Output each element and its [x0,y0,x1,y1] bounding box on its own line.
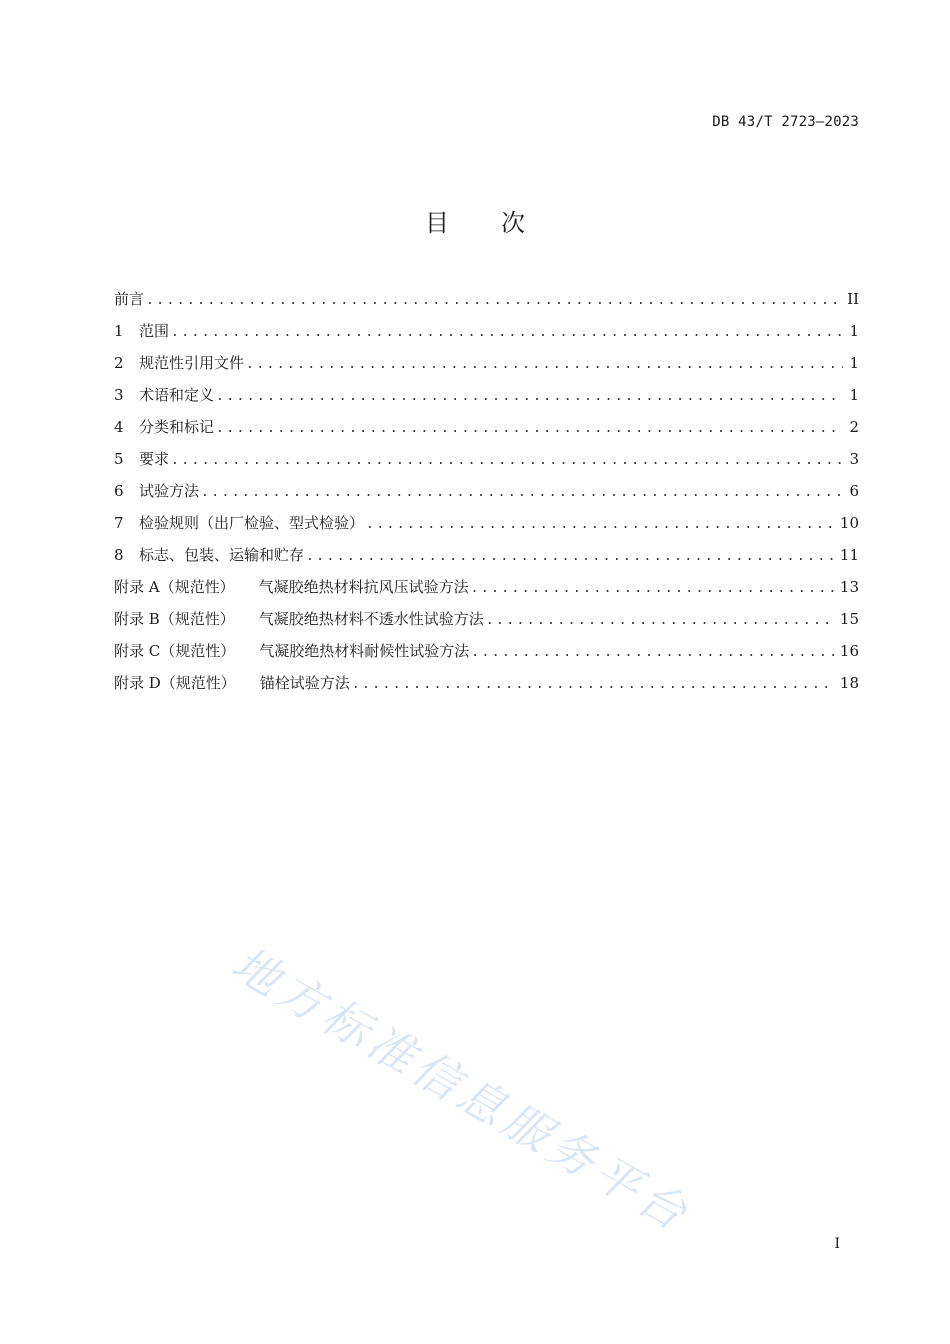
toc-entry-label: 分类和标记 [139,418,215,436]
toc-entry-foreword[interactable] [114,286,859,318]
toc-leader-dots [471,576,834,602]
toc-entry-page: 18 [839,674,859,692]
toc-entry-1[interactable] [114,318,859,350]
toc-leader-dots [171,320,843,346]
toc-leader-dots [171,448,843,474]
toc-leader-dots [246,352,843,378]
toc-appendix-prefix: 附录 D（规范性） [114,674,236,692]
toc-entry-page: 6 [849,482,859,500]
watermark: 地方标准信息服务平台 [223,936,701,1243]
standard-code: DB 43/T 2723—2023 [712,114,859,130]
toc-entry-label: 规范性引用文件 [139,354,245,372]
toc-entry-label: 锚栓试验方法 [259,674,350,692]
toc-entry-appendix-d[interactable] [114,670,859,702]
toc-entry-number: 7 [114,514,124,532]
toc-entry-label: 范围 [139,322,170,340]
toc-entry-page: 2 [849,418,859,436]
toc-entry-page: II [847,290,859,308]
title-char-2: 次 [501,209,525,237]
toc-entry-appendix-c[interactable] [114,638,859,670]
toc-entry-appendix-a[interactable] [114,574,859,606]
toc-leader-dots [471,640,834,666]
toc-entry-number: 3 [114,386,124,404]
toc-entry-page: 1 [849,322,859,340]
toc-appendix-prefix: 附录 A（规范性） [114,578,235,596]
toc-entry-appendix-b[interactable] [114,606,859,638]
toc-entry-2[interactable] [114,350,859,382]
toc-leader-dots [146,288,841,314]
title-char-1: 目 [425,209,449,237]
toc-entry-page: 1 [849,354,859,372]
toc-leader-dots [216,384,843,410]
toc-entry-label: 术语和定义 [139,386,215,404]
toc-entry-number: 2 [114,354,124,372]
toc-entry-number: 1 [114,322,124,340]
toc-leader-dots [216,416,843,442]
toc-entry-page: 13 [839,578,859,596]
toc-entry-number: 6 [114,482,124,500]
toc-entry-number: 8 [114,546,124,564]
toc-entry-label: 气凝胶绝热材料耐候性试验方法 [259,642,470,660]
toc-entry-5[interactable] [114,446,859,478]
toc-leader-dots [352,672,834,698]
toc-appendix-prefix: 附录 B（规范性） [114,610,235,628]
toc-entry-7[interactable] [114,510,859,542]
toc-entry-8[interactable] [114,542,859,574]
toc-entry-page: 3 [849,450,859,468]
toc-entry-label: 试验方法 [139,482,200,500]
toc-leader-dots [366,512,834,538]
toc-leader-dots [486,608,834,634]
toc-entry-number: 4 [114,418,124,436]
toc-entry-label: 气凝胶绝热材料抗风压试验方法 [258,578,469,596]
toc-entry-label: 前言 [114,290,145,308]
toc-entry-label: 气凝胶绝热材料不透水性试验方法 [258,610,484,628]
toc-leader-dots [201,480,843,506]
toc-entry-page: 15 [839,610,859,628]
toc-entry-page: 16 [839,642,859,660]
toc-leader-dots [306,544,834,570]
toc-entry-page: 10 [839,514,859,532]
page-number: I [834,1236,840,1252]
toc-entry-3[interactable] [114,382,859,414]
toc-entry-page: 11 [839,546,859,564]
toc-entry-page: 1 [849,386,859,404]
page-title [0,203,950,238]
toc-entry-label: 标志、包装、运输和贮存 [139,546,305,564]
table-of-contents [114,286,859,702]
toc-appendix-prefix: 附录 C（规范性） [114,642,236,660]
toc-entry-label: 检验规则（出厂检验、型式检验） [139,514,365,532]
toc-entry-6[interactable] [114,478,859,510]
toc-entry-number: 5 [114,450,124,468]
toc-entry-label: 要求 [139,450,170,468]
toc-entry-4[interactable] [114,414,859,446]
